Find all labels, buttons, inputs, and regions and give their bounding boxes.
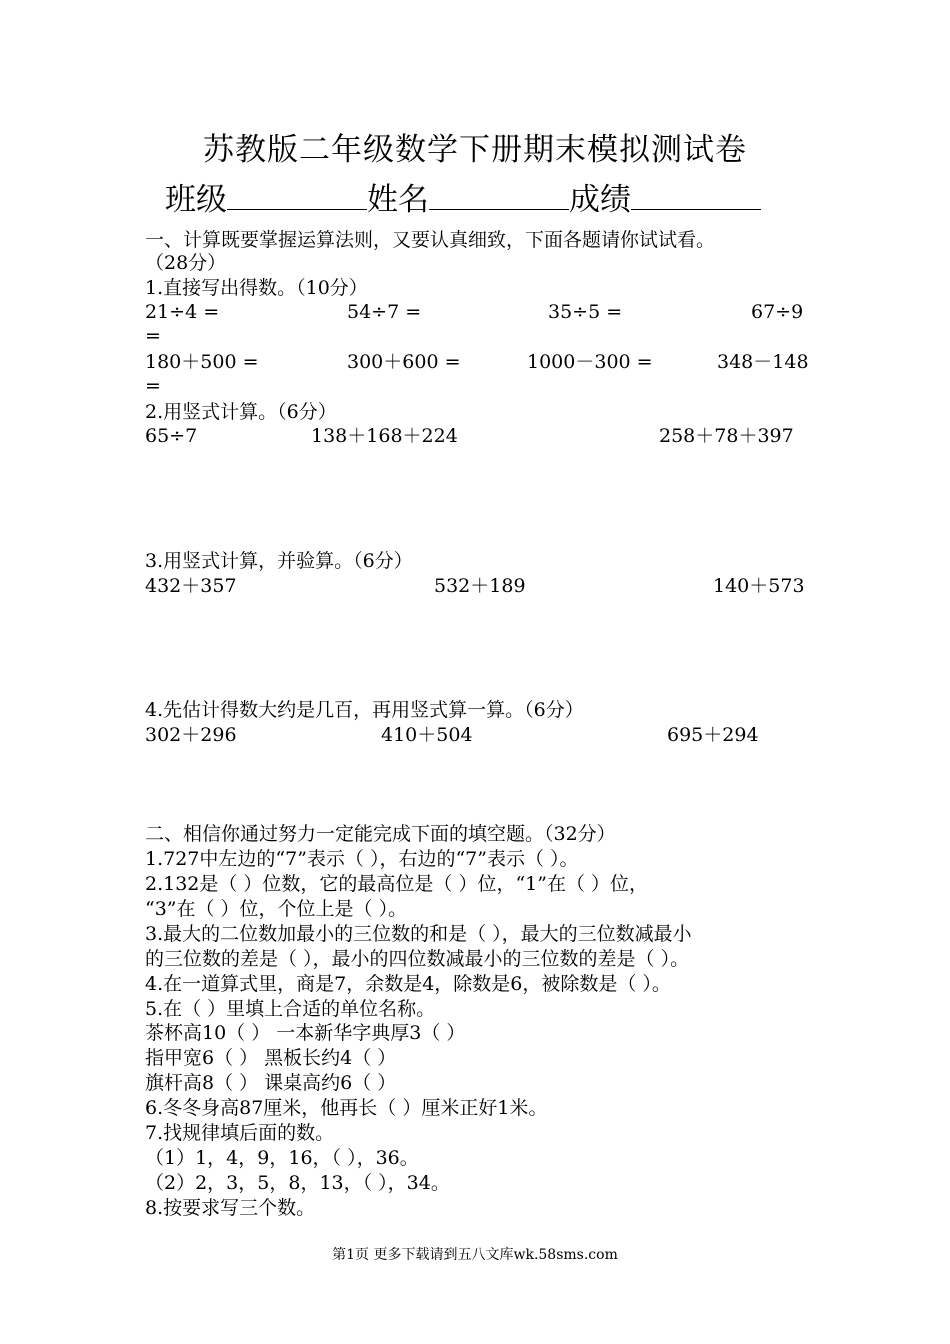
s2-line-13: （1）1，4，9，16，（ ），36。 [145, 1147, 419, 1169]
s2-line-12: 7.找规律填后面的数。 [145, 1122, 335, 1144]
q1-r1-item2: 54÷7 = [347, 301, 422, 323]
name-blank [429, 179, 569, 210]
q1-r1-item1: 21÷4 = [145, 301, 220, 323]
q1-r2-item2: 300＋600 = [347, 351, 461, 373]
name-label: 姓名 [367, 182, 429, 218]
q2-item3: 258＋78＋397 [659, 425, 794, 447]
section1-heading-cont: （28分） [145, 252, 227, 274]
exam-title: 苏教版二年级数学下册期末模拟测试卷 [203, 132, 747, 168]
score-label: 成绩 [569, 182, 631, 218]
q3-item3: 140＋573 [713, 575, 805, 597]
class-blank [227, 179, 367, 210]
s2-line-2: 2.132是（ ）位数，它的最高位是（ ）位，“1”在（ ）位， [145, 873, 649, 895]
q2-title: 2.用竖式计算。（6分） [145, 401, 337, 423]
s2-line-9: 指甲宽6（ ） 黑板长约4（ ） [145, 1047, 397, 1069]
q2-item1: 65÷7 [145, 425, 198, 447]
class-label: 班级 [165, 182, 227, 218]
page-footer: 第1页 更多下载请到五八文库wk.58sms.com [332, 1247, 618, 1263]
student-info-line [165, 178, 761, 222]
s2-line-14: （2）2，3，5，8，13，（ ），34。 [145, 1172, 450, 1194]
q1-r2-item3: 1000－300 = [527, 351, 653, 373]
q4-item3: 695＋294 [667, 724, 759, 746]
s2-line-11: 6.冬冬身高87厘米，他再长（ ）厘米正好1米。 [145, 1097, 548, 1119]
s2-line-5: 的三位数的差是（ ），最小的四位数减最小的三位数的差是（ ）。 [145, 948, 690, 970]
section1-heading: 一、计算既要掌握运算法则，又要认真细致，下面各题请你试试看。 [145, 229, 716, 251]
q1-r2-item1: 180＋500 = [145, 351, 259, 373]
s2-line-7: 5.在（ ）里填上合适的单位名称。 [145, 998, 436, 1020]
q1-r2-wrap: = [145, 375, 161, 397]
s2-line-1: 1.727中左边的“7”表示（ ），右边的“7”表示（ ）。 [145, 848, 579, 870]
q3-title: 3.用竖式计算，并验算。（6分） [145, 550, 413, 572]
q4-item1: 302＋296 [145, 724, 237, 746]
s2-line-15: 8.按要求写三个数。 [145, 1197, 316, 1219]
section2-heading: 二、相信你通过努力一定能完成下面的填空题。（32分） [145, 823, 616, 845]
q1-r2-item4: 348－148 [717, 351, 809, 373]
q1-r1-item3: 35÷5 = [548, 301, 623, 323]
q2-item2: 138＋168＋224 [311, 425, 458, 447]
q1-r1-item4: 67÷9 [751, 301, 804, 323]
q4-item2: 410＋504 [381, 724, 473, 746]
q3-item2: 532＋189 [434, 575, 526, 597]
s2-line-4: 3.最大的二位数加最小的三位数的和是（ ），最大的三位数减最小 [145, 923, 692, 945]
q3-item1: 432＋357 [145, 575, 237, 597]
q4-title: 4.先估计得数大约是几百，再用竖式算一算。（6分） [145, 699, 584, 721]
score-blank [631, 179, 761, 210]
s2-line-8: 茶杯高10（ ） 一本新华字典厚3（ ） [145, 1022, 466, 1044]
q1-title: 1.直接写出得数。（10分） [145, 277, 368, 299]
s2-line-10: 旗杆高8（ ） 课桌高约6（ ） [145, 1072, 397, 1094]
s2-line-3: “3”在（ ）位，个位上是（ ）。 [145, 898, 408, 920]
s2-line-6: 4.在一道算式里，商是7，余数是4，除数是6，被除数是（ ）。 [145, 973, 671, 995]
q1-r1-wrap: = [145, 325, 161, 347]
